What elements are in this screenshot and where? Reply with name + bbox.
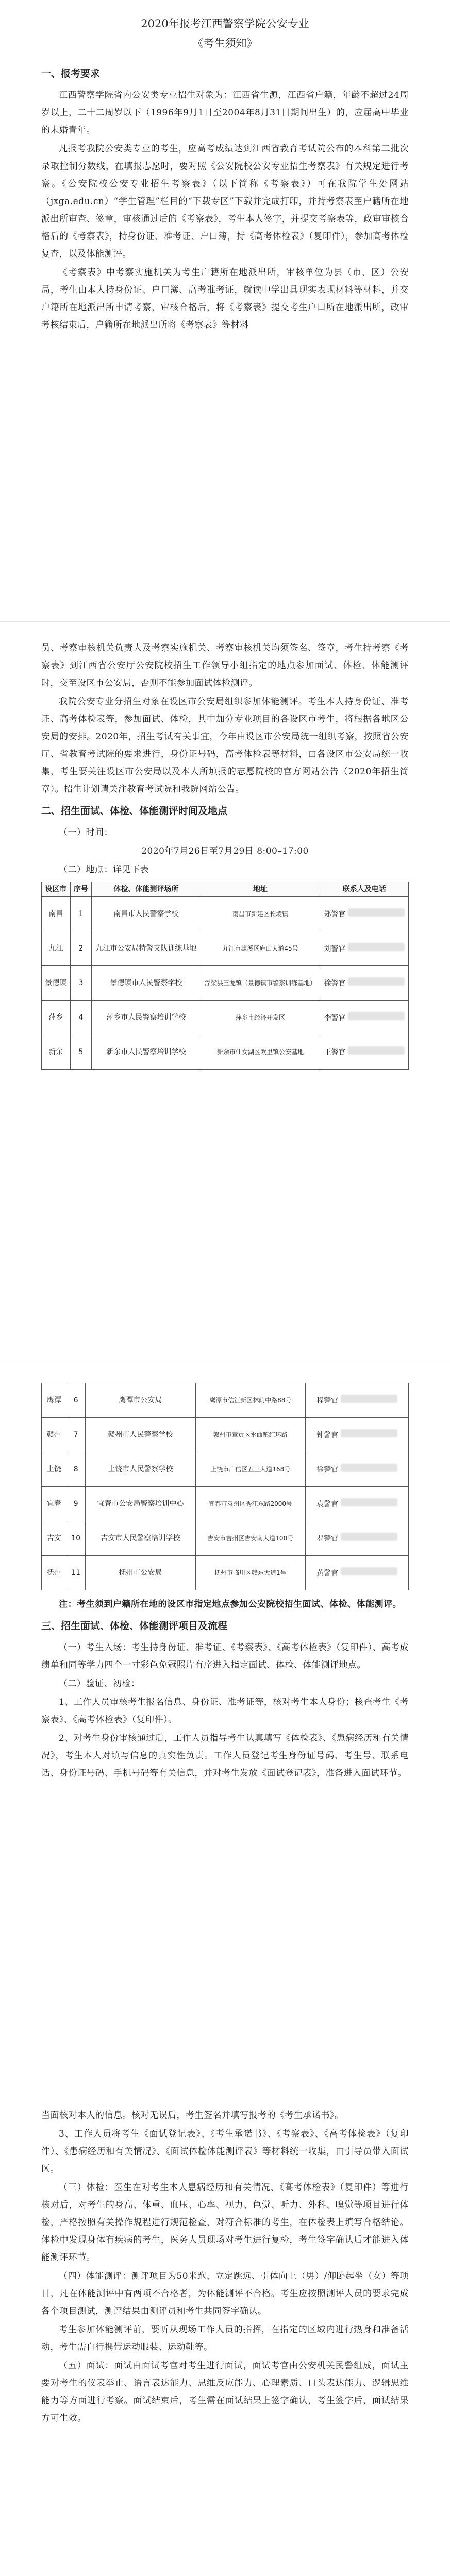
redacted-phone [341, 1498, 397, 1506]
redacted-phone [348, 908, 405, 917]
venue-table [41, 882, 409, 1070]
cell-city: 萍乡 [42, 1001, 71, 1035]
cell-address: 萍乡市经济开发区 [201, 1001, 320, 1035]
cell-address: 鹰潭市信江新区林荫中路88号 [195, 1383, 305, 1418]
schedule-location-label: （二）地点：详见下表 [59, 865, 149, 875]
venue-table-continued [41, 1383, 409, 1590]
cell-contact [320, 1001, 409, 1035]
cell-no: 6 [66, 1383, 85, 1418]
cell-venue: 抚州市公安局 [85, 1556, 195, 1590]
paragraph: 员、考察审核机关负责人及考察实施机关、考察审核机关均须签名、签章，考生持考察《考察表》到江西省公安厅公安院校招生工作领导小组指定的地点参加面试、体检、体能测评时，交至设区市公安局，否则不能参加面试体检测评。 [41, 643, 409, 688]
paragraph: 2、对考生身份审核通过后，工作人员指导考生认真填写《体检表》、《患病经历和有关情况》，考生本人对填写信息的真实性负责。工作人员登记考生身份证号码、考生号、联系电话、身份证号码、手机号码等有关信息，并对考生发放《面试登记表》，准备进入面试环节。 [41, 1733, 409, 1778]
cell-city: 南昌 [42, 897, 71, 931]
cell-address: 上饶市广信区五三大道168号 [195, 1452, 305, 1487]
cell-no: 10 [66, 1521, 85, 1556]
contact-name: 黄警官 [316, 1569, 339, 1578]
contact-name: 徐警官 [324, 979, 346, 988]
column-header: 设区市 [42, 882, 71, 897]
paragraph: （二）验证、初检： [59, 1679, 140, 1689]
section-heading-procedure: 三、招生面试、体检、体能测评项目及流程 [41, 1620, 228, 1632]
contact-name: 李警官 [324, 1014, 346, 1022]
paragraph: 江西警察学院省内公安类专业招生对象为：江西省生源，江西省户籍，年龄不超过24周岁以上，二十二周岁以下（1996年9月1日至2004年8月31日期间出生）的，应届高中毕业的未婚青年。 [41, 90, 409, 135]
table-row [42, 1383, 409, 1418]
cell-contact [320, 1035, 409, 1070]
cell-address: 抚州市临川区赣东大道1号 [195, 1556, 305, 1590]
contact-name: 袁警官 [316, 1500, 339, 1509]
cell-venue: 上饶市人民警察学校 [85, 1452, 195, 1487]
schedule-time-range: 2020年7月26日至7月29日 8:00–17:00 [141, 846, 309, 856]
paragraph: 3、工作人员将考生《面试登记表》、《考生承诺书》、《考察表》、《高考体检表》（复印件）、《患病经历和有关情况》、《面试体检体能测评表》等材料统一收集，由引导员带入面试区。 [41, 2129, 409, 2174]
table-note: 注：考生须到户籍所在地的设区市指定地点参加公安院校招生面试、体检、体能测评。 [59, 1599, 402, 1609]
redacted-phone [348, 1012, 405, 1020]
cell-contact [320, 897, 409, 931]
cell-address: 吉安市吉州区吉安南大道100号 [195, 1521, 305, 1556]
paragraph: 《考察表》中考察实施机关为考生户籍所在地派出所，审核单位为县（市、区）公安局，考生由本人持身份证、户口簿、高考准考证，就读中学出具现实表现材料等材料，并交户籍所在地派出所申请考察，审核合格后，将《考察表》提交考生户口所在地派出所，政审考核结束后，户籍所在地派出所将《考察表》等材料 [41, 267, 409, 330]
redacted-phone [341, 1567, 397, 1575]
column-header: 联系人及电话 [320, 882, 409, 897]
redacted-phone [348, 1046, 405, 1055]
cell-city: 九江 [42, 931, 71, 966]
table-row [42, 1035, 409, 1070]
cell-no: 2 [70, 931, 91, 966]
table-row [42, 1452, 409, 1487]
contact-name: 刘警官 [324, 945, 346, 953]
cell-contact [305, 1452, 408, 1487]
cell-no: 1 [70, 897, 91, 931]
cell-contact [305, 1418, 408, 1452]
document-page-4 [0, 2096, 450, 2576]
cell-contact [305, 1521, 408, 1556]
column-header: 序号 [70, 882, 91, 897]
redacted-phone [348, 977, 405, 986]
cell-venue: 萍乡市人民警察培训学校 [92, 1001, 201, 1035]
cell-city: 鹰潭 [42, 1383, 66, 1418]
cell-contact [305, 1383, 408, 1418]
cell-venue: 九江市公安局特警支队训练基地 [92, 931, 201, 966]
contact-name: 钟警官 [316, 1431, 339, 1439]
cell-no: 7 [66, 1418, 85, 1452]
table-header-row [42, 882, 409, 897]
redacted-phone [341, 1533, 397, 1541]
table-row [42, 1487, 409, 1521]
redacted-phone [341, 1429, 397, 1437]
cell-city: 赣州 [42, 1418, 66, 1452]
table-row [42, 1556, 409, 1590]
cell-city: 新余 [42, 1035, 71, 1070]
redacted-phone [348, 943, 405, 951]
contact-name: 程警官 [316, 1397, 339, 1405]
redacted-phone [341, 1395, 397, 1403]
paragraph: （五）面试：面试由面试考官对考生进行面试，面试考官由公安机关民警组成，面试主要对考生的仪表举止、语言表达能力、思维反应能力、心理素质、口头表达能力、逻辑思维能力等方面进行考察。面试结束后，考生需在面试结果上签字确认，考生签字后，面试结果方可生效。 [41, 2361, 409, 2424]
cell-address: 浮梁县三龙镇（景德镇市警察训练基地） [201, 966, 320, 1001]
table-row [42, 931, 409, 966]
cell-venue: 吉安市人民警察培训学校 [85, 1521, 195, 1556]
cell-address: 九江市濂溪区庐山大道45号 [201, 931, 320, 966]
cell-contact [320, 931, 409, 966]
cell-venue: 鹰潭市公安局 [85, 1383, 195, 1418]
redacted-phone [341, 1464, 397, 1472]
contact-name: 徐警官 [316, 1466, 339, 1474]
contact-name: 郑警官 [324, 910, 346, 919]
document-page-3 [0, 1364, 450, 2096]
cell-address: 宜春市袁州区秀江东路2000号 [195, 1487, 305, 1521]
paragraph: （四）体能测评：测评项目为50米跑、立定跳远、引体向上（男）/仰卧起坐（女）等项目，凡在体能测评中有两项不合格者，为体能测评不合格。考生应按照测评人员的要求完成各个项目测试，测评结果由测评员和考生共同签字确认。 [41, 2271, 409, 2316]
document-page-1 [0, 0, 450, 621]
section-heading-schedule: 二、招生面试、体检、体能测评时间及地点 [41, 805, 228, 817]
section-heading-requirements: 一、报考要求 [41, 68, 101, 79]
schedule-time-label: （一）时间： [59, 827, 113, 838]
cell-contact [305, 1556, 408, 1590]
cell-venue: 南昌市人民警察学校 [92, 897, 201, 931]
cell-no: 9 [66, 1487, 85, 1521]
column-header: 地址 [201, 882, 320, 897]
table-row [42, 1521, 409, 1556]
table-row [42, 1001, 409, 1035]
cell-contact [305, 1487, 408, 1521]
cell-venue: 宜春市公安局警察培训中心 [85, 1487, 195, 1521]
cell-venue: 新余市人民警察培训学校 [92, 1035, 201, 1070]
cell-city: 上饶 [42, 1452, 66, 1487]
cell-no: 5 [70, 1035, 91, 1070]
contact-name: 罗警官 [316, 1535, 339, 1543]
contact-name: 王警官 [324, 1048, 346, 1057]
cell-no: 8 [66, 1452, 85, 1487]
cell-no: 4 [70, 1001, 91, 1035]
cell-no: 3 [70, 966, 91, 1001]
paragraph: （一）考生入场：考生持身份证、准考证、《考察表》、《高考体检表》（复印件）、高考成绩单和同等学力四个一寸彩色免冠照片有序进入指定面试、体检、体能测评地点。 [41, 1642, 409, 1670]
table-row [42, 966, 409, 1001]
cell-contact [320, 966, 409, 1001]
paragraph: 我院公安专业分招生对象在设区市公安局组织参加体能测评。考生本人持身份证、准考证、高考体检表等，参加面试、体检，其中加分专业项目的各设区市考生，将根据各地区公安局的安排。2020年，招生考试有关事宜，今年由设区市公安局统一组织考察，按照省公安厅、省教育考试院的要求进行，身份证号码，高考体检表等材料，由各设区市公安局统一收集，考生要关注设区市公安局以及本人所填报的志愿院校的官方网站公告（2020年招生简章）。招生计划请关注教育考试院和我院网站公告。 [41, 697, 409, 794]
table-row [42, 1418, 409, 1452]
cell-city: 景德镇 [42, 966, 71, 1001]
paragraph: 当面核对本人的信息。核对无误后，考生签名并填写报考的《考生承诺书》。 [41, 2110, 344, 2121]
paragraph: 凡报考我院公安类专业的考生，应高考成绩达到江西省教育考试院公布的本科第二批次录取控制分数线，在填报志愿时，要对照《公安院校公安专业招生考察表》有关规定进行考察。《公安院校公安专业招生考察表》（以下简称《考察表》）可在我院学生处网站（jxga.edu.cn）“学生管理”栏目的“下载专区”下载并完成打印，并持考察表至户籍所在地派出所审查、签章，审核通过后的《考察表》，考生本人签字，并提交考察表等，政审审核合格后的《考察表》，持身份证、准考证、户口簿，持《高考体检表》（复印件），参加高考体检复查，以及体能测评。 [41, 144, 409, 259]
cell-city: 吉安 [42, 1521, 66, 1556]
document-title: 2020年报考江西警察学院公安专业 [141, 18, 309, 30]
cell-address: 赣州市章贡区水西镇红环路 [195, 1418, 305, 1452]
cell-venue: 赣州市人民警察学校 [85, 1418, 195, 1452]
document-subtitle: 《考生须知》 [192, 37, 258, 49]
cell-city: 抚州 [42, 1556, 66, 1590]
cell-city: 宜春 [42, 1487, 66, 1521]
column-header: 体检、体能测评场所 [92, 882, 201, 897]
cell-no: 11 [66, 1556, 85, 1590]
paragraph: （三）体检：医生在对考生本人患病经历和有关情况、《高考体检表》（复印件）等进行核对后，对考生的身高、体重、血压、心率、视力、色觉、听力、外科、嗅觉等项目进行体检，严格按照有关操作规程进行规范检查，对符合标准的考生，在体检表上填写合格结论。体检中发现身体有疾病的考生，医务人员现场对考生进行复检，考生签字确认后才能进入体能测评环节。 [41, 2182, 409, 2263]
paragraph: 1、工作人员审核考生报名信息、身份证、准考证等，核对考生本人身份；核查考生《考察表》、《高考体检表》（复印件）。 [41, 1697, 409, 1725]
cell-venue: 景德镇市人民警察学校 [92, 966, 201, 1001]
cell-address: 南昌市新建区长堎镇 [201, 897, 320, 931]
table-row [42, 897, 409, 931]
paragraph: 考生参加体能测评前，要听从现场工作人员的指挥，在指定的区域内进行热身和准备活动，考生需自行携带运动服装、运动鞋等。 [41, 2325, 409, 2352]
document-page-2 [0, 622, 450, 1364]
cell-address: 新余市仙女湖区欧里镇公安基地 [201, 1035, 320, 1070]
